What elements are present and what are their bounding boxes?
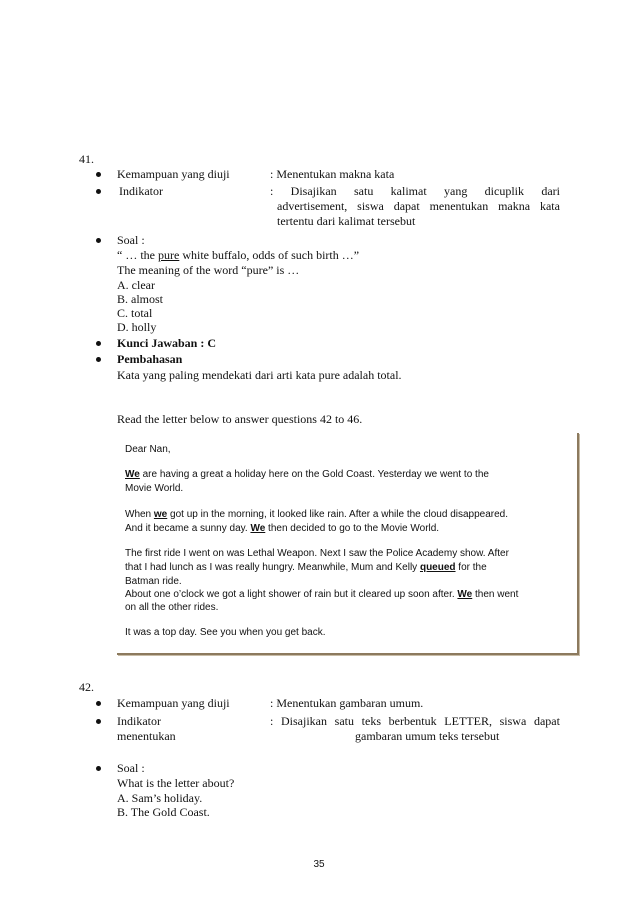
letter-p1-line1: We are having a great a holiday here on the Gold Coast. Yesterday we went to the — [125, 469, 489, 480]
q41-pembahasan-text: Kata yang paling mendekati dari arti kata pure adalah total. — [117, 368, 402, 382]
q41-kunci-jawaban: Kunci Jawaban : C — [117, 336, 217, 350]
q41-kemampuan-label: Kemampuan yang diuji — [117, 167, 230, 181]
q42-option-b: B. The Gold Coast. — [117, 805, 210, 819]
letter-closing: It was a top day. See you when you get back. — [125, 627, 326, 638]
q41-indikator-line2: advertisement, siswa dapat menentukan makna kata — [277, 199, 560, 213]
q41-indikator-line3: tertentu dari kalimat tersebut — [277, 214, 416, 228]
letter-instruction: Read the letter below to answer questions 42 to 46. — [117, 412, 363, 426]
q41-number: 41. — [79, 152, 94, 166]
letter-p3-line2: that I had lunch as I was really hungry. Meanwhile, Mum and Kelly queued for the — [125, 562, 487, 573]
bullet-icon — [96, 238, 101, 243]
letter-p1-line2: Movie World. — [125, 483, 184, 494]
q42-indikator-line1: : Disajikan satu teks berbentuk LETTER, siswa dapat — [270, 714, 560, 728]
letter-p3-line3: Batman ride. — [125, 576, 182, 587]
q41-indikator-label: Indikator — [119, 184, 163, 198]
q41-option-b: B. almost — [117, 292, 164, 306]
q42-indikator-line2b: gambaran umum teks tersebut — [355, 729, 500, 743]
letter-p3-line5: on all the other rides. — [125, 602, 219, 613]
q42-option-a: A. Sam’s holiday. — [117, 791, 203, 805]
q41-quote: “ … the pure white buffalo, odds of such birth …” — [117, 248, 360, 262]
q42-number: 42. — [79, 680, 94, 694]
q41-pembahasan-label: Pembahasan — [117, 352, 183, 366]
q41-indikator-line1: : Disajikan satu kalimat yang dicuplik dari — [270, 184, 560, 198]
bullet-icon — [96, 701, 101, 706]
q42-kemampuan-label: Kemampuan yang diuji — [117, 696, 230, 710]
q41-soal-label: Soal : — [117, 233, 145, 247]
letter-p3-line4: About one o’clock we got a light shower of rain but it cleared up soon after. We then went — [125, 589, 519, 600]
q42-soal-label: Soal : — [117, 761, 145, 775]
bullet-icon — [96, 189, 101, 194]
bullet-icon — [96, 719, 101, 724]
bullet-icon — [96, 357, 101, 362]
letter-p2-line1: When we got up in the morning, it looked like rain. After a while the cloud disappeared. — [125, 509, 509, 520]
bullet-icon — [96, 341, 101, 346]
q41-question: The meaning of the word “pure” is … — [117, 263, 300, 277]
q42-indikator-label: Indikator — [117, 714, 161, 728]
letter-p3-line1: The first ride I went on was Lethal Weapon. Next I saw the Police Academy show. After — [125, 548, 509, 559]
letter-p2-line2: And it became a sunny day. We then decided to go to the Movie World. — [125, 523, 440, 534]
q41-option-c: C. total — [117, 306, 153, 320]
page-number: 35 — [313, 859, 325, 870]
q41-kemampuan-value: : Menentukan makna kata — [270, 167, 395, 181]
q41-option-d: D. holly — [117, 320, 157, 334]
q41-option-a: A. clear — [117, 278, 155, 292]
bullet-icon — [96, 766, 101, 771]
letter-greeting: Dear Nan, — [125, 444, 171, 455]
q42-question: What is the letter about? — [117, 776, 235, 790]
bullet-icon — [96, 172, 101, 177]
letter-box — [117, 433, 579, 655]
q42-indikator-line2a: menentukan — [117, 729, 176, 743]
q42-kemampuan-value: : Menentukan gambaran umum. — [270, 696, 424, 710]
